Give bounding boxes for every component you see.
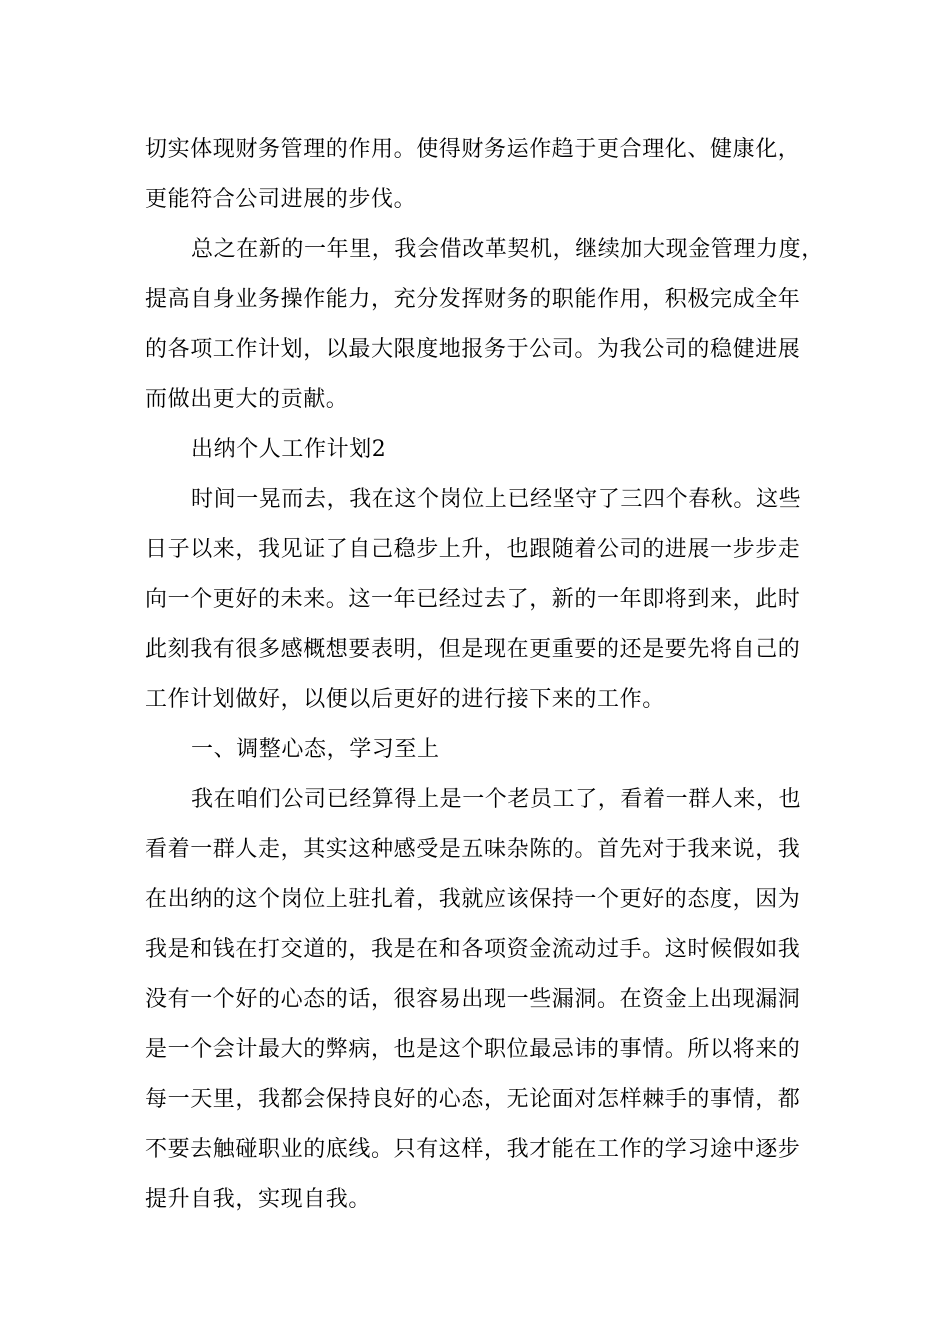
text-line: 是一个会计最大的弊病，也是这个职位最忌讳的事情。所以将来的 xyxy=(145,1037,801,1062)
text-line: 没有一个好的心态的话，很容易出现一些漏洞。在资金上出现漏洞 xyxy=(145,987,801,1012)
text-line: 切实体现财务管理的作用。使得财务运作趋于更合理化、健康化， xyxy=(145,137,801,162)
text-line: 在出纳的这个岗位上驻扎着，我就应该保持一个更好的态度，因为 xyxy=(145,887,801,912)
text-line: 提高自身业务操作能力，充分发挥财务的职能作用，积极完成全年 xyxy=(145,287,801,312)
text-line: 向一个更好的未来。这一年已经过去了，新的一年即将到来，此时 xyxy=(145,587,801,612)
subsection-heading: 一、调整心态，学习至上 xyxy=(191,737,440,762)
text-line: 提升自我，实现自我。 xyxy=(145,1187,372,1212)
text-line: 看着一群人走，其实这种感受是五味杂陈的。首先对于我来说，我 xyxy=(145,837,801,862)
section-heading: 出纳个人工作计划2 xyxy=(191,437,387,462)
text-line: 更能符合公司进展的步伐。 xyxy=(145,187,417,212)
text-line: 每一天里，我都会保持良好的心态，无论面对怎样棘手的事情，都 xyxy=(145,1087,801,1112)
document-page xyxy=(145,125,824,1225)
text-line: 我是和钱在打交道的，我是在和各项资金流动过手。这时候假如我 xyxy=(145,937,801,962)
paragraph-first-line: 我在咱们公司已经算得上是一个老员工了，看着一群人来，也 xyxy=(191,787,802,812)
text-line: 工作计划做好，以便以后更好的进行接下来的工作。 xyxy=(145,687,665,712)
text-line: 日子以来，我见证了自己稳步上升，也跟随着公司的进展一步步走 xyxy=(145,537,801,562)
paragraph-first-line: 时间一晃而去，我在这个岗位上已经坚守了三四个春秋。这些 xyxy=(191,487,802,512)
text-line: 而做出更大的贡献。 xyxy=(145,387,349,412)
text-line: 此刻我有很多感概想要表明，但是现在更重要的还是要先将自己的 xyxy=(145,637,801,662)
text-line: 的各项工作计划，以最大限度地报务于公司。为我公司的稳健进展 xyxy=(145,337,801,362)
paragraph-first-line: 总之在新的一年里，我会借改革契机，继续加大现金管理力度， xyxy=(191,237,824,262)
text-line: 不要去触碰职业的底线。只有这样，我才能在工作的学习途中逐步 xyxy=(145,1137,801,1162)
